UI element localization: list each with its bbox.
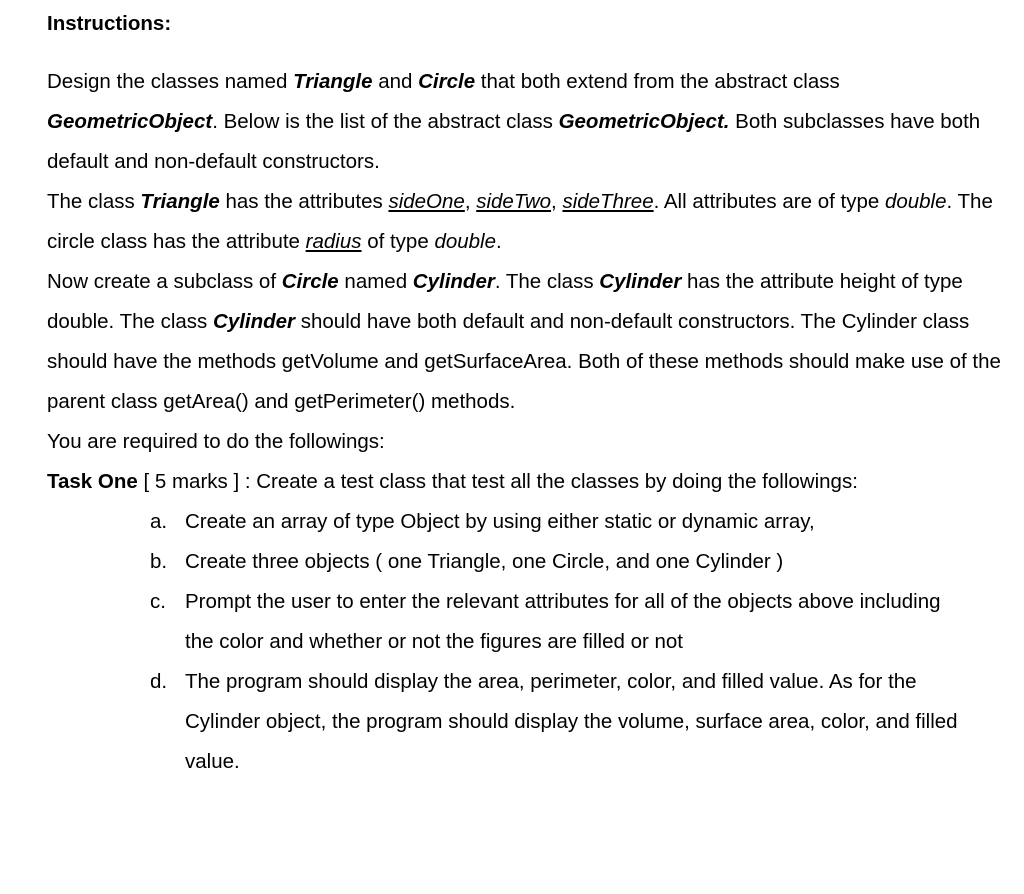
paragraph-class-design [47, 62, 1007, 182]
text-run: has the attribute height of type double. The class [47, 270, 963, 333]
list-item-text: Create an array of type Object by using either static or dynamic array, [185, 510, 815, 533]
list-item [47, 662, 960, 782]
attribute-side-three: sideThree [562, 190, 654, 213]
type-double: double [884, 190, 947, 213]
text-run: named [338, 270, 413, 293]
text-run: , [464, 190, 477, 213]
class-name-cylinder: Cylinder [599, 270, 682, 293]
text-run: should have both default and non-default constructors. The Cylinder class should have the methods getVolume and getSurfaceArea. Both of these methods should make use of the parent class getArea() and getPerimeter() methods. [47, 310, 1001, 413]
text-run: . All attributes are of type [653, 190, 885, 213]
class-name-circle: Circle [418, 70, 476, 93]
text-run: of type [361, 230, 435, 253]
class-name-triangle: Triangle [293, 70, 373, 93]
class-name-circle: Circle [281, 270, 339, 293]
class-name-cylinder: Cylinder [213, 310, 296, 333]
list-item [47, 542, 960, 582]
attribute-radius: radius [305, 230, 362, 253]
text-run: Now create a subclass of [47, 270, 282, 293]
text-run: . [496, 230, 502, 253]
paragraph-attributes [47, 182, 1007, 262]
class-name-geometric-object: GeometricObject [47, 110, 213, 133]
class-name-geometric-object: GeometricObject. [558, 110, 730, 133]
text-run: Both subclasses have both default and non-default constructors. [47, 110, 981, 173]
text-run: , [551, 190, 563, 213]
attribute-side-one: sideOne [388, 190, 465, 213]
attribute-side-two: sideTwo [476, 190, 552, 213]
text-run: [ 5 marks ] : Create a test class that test all the classes by doing the followings: [137, 470, 858, 493]
list-marker: a. [150, 510, 168, 533]
text-run: has the attributes [219, 190, 389, 213]
task-one-label: Task One [47, 470, 138, 493]
paragraph-cylinder [47, 262, 1007, 422]
list-item [47, 582, 960, 662]
type-double: double [434, 230, 496, 253]
instructions-heading: Instructions: [47, 12, 172, 35]
paragraph-requirements: You are required to do the followings: [47, 430, 385, 453]
text-run: . The circle class has the attribute [47, 190, 993, 253]
list-item-text: Create three objects ( one Triangle, one Circle, and one Cylinder ) [185, 550, 784, 573]
list-marker: d. [150, 670, 168, 693]
text-run: and [372, 70, 419, 93]
document-body [47, 8, 1007, 782]
list-marker: b. [150, 550, 168, 573]
text-run: Design the classes named [47, 70, 294, 93]
list-item-text: The program should display the area, perimeter, color, and filled value. As for the Cylinder object, the program should display the volume, surface area, color, and filled value. [185, 670, 958, 773]
paragraph-task-one [47, 462, 1007, 502]
list-marker: c. [150, 590, 166, 613]
class-name-cylinder: Cylinder [412, 270, 495, 293]
list-item-text: Prompt the user to enter the relevant attributes for all of the objects above including the color and whether or not the figures are filled or not [185, 590, 941, 653]
text-run: . Below is the list of the abstract class [212, 110, 559, 133]
class-name-triangle: Triangle [140, 190, 220, 213]
text-run: that both extend from the abstract class [475, 70, 840, 93]
task-list [47, 502, 1007, 782]
list-item [47, 502, 960, 542]
text-run: . The class [494, 270, 600, 293]
text-run: The class [47, 190, 141, 213]
